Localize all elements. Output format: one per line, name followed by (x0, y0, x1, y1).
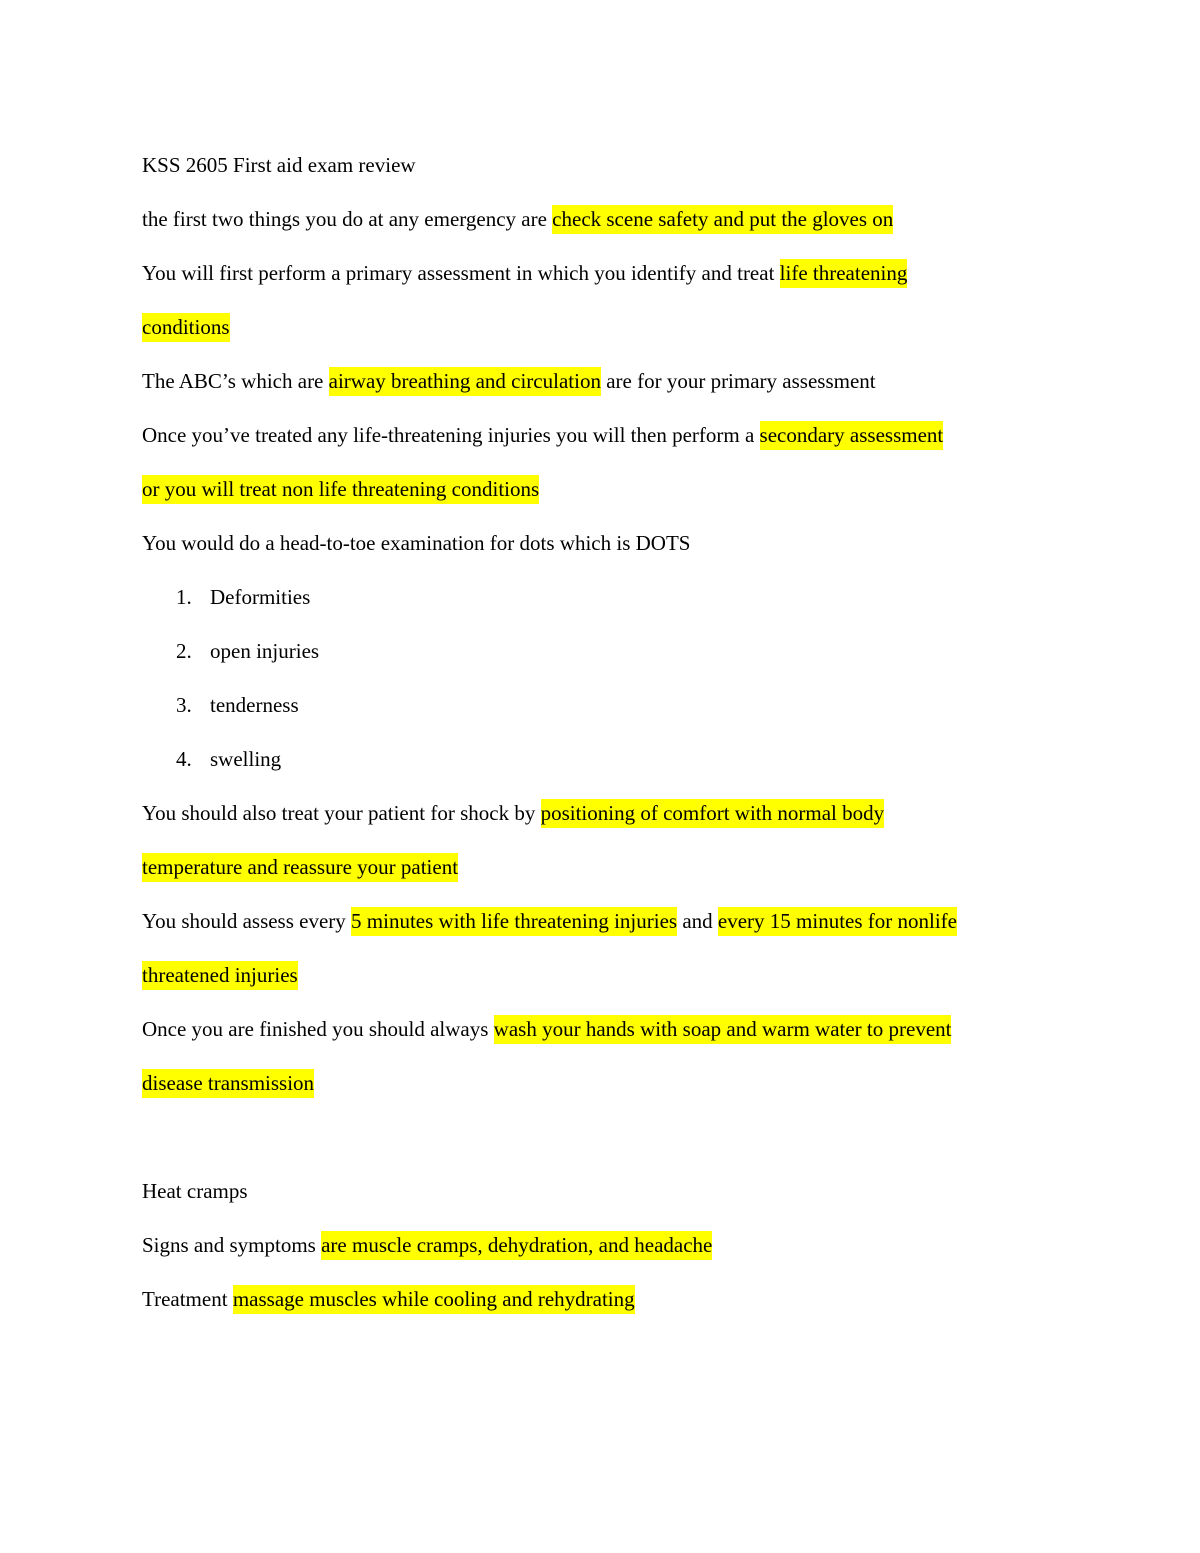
doc-title: KSS 2605 First aid exam review (142, 153, 416, 177)
list-item: 1. Deformities (176, 585, 311, 609)
highlight: check scene safety and put the gloves on (552, 205, 893, 234)
highlight: threatened injuries (142, 961, 298, 990)
highlight: disease transmission (142, 1069, 314, 1098)
document-page (142, 138, 1082, 1326)
highlight: wash your hands with soap and warm water to prevent (494, 1015, 952, 1044)
highlight: airway breathing and circulation (329, 367, 601, 396)
paragraph-heat-treatment: Treatment massage muscles while cooling and rehydrating (142, 1272, 1082, 1326)
highlight: conditions (142, 313, 230, 342)
paragraph-primary-assessment: You will first perform a primary assessment in which you identify and treat life threatening (142, 246, 1082, 300)
paragraph-abc: The ABC’s which are airway breathing and circulation are for your primary assessment (142, 354, 1082, 408)
highlight: are muscle cramps, dehydration, and headache (321, 1231, 712, 1260)
paragraph-wash-hands: Once you are finished you should always wash your hands with soap and warm water to prevent (142, 1002, 1082, 1056)
highlight: temperature and reassure your patient (142, 853, 458, 882)
list-item: 2. open injuries (176, 639, 320, 663)
highlight: life threatening (780, 259, 908, 288)
paragraph-assess-frequency: You should assess every 5 minutes with life threatening injuries and every 15 minutes for nonlife (142, 894, 1082, 948)
highlight: massage muscles while cooling and rehydrating (233, 1285, 635, 1314)
section-heading-heat-cramps: Heat cramps (142, 1179, 248, 1203)
paragraph-primary-assessment-cont (142, 300, 1082, 354)
paragraph-shock: You should also treat your patient for shock by positioning of comfort with normal body (142, 786, 1082, 840)
paragraph-scene-safety: the first two things you do at any emergency are check scene safety and put the gloves on (142, 192, 1082, 246)
paragraph-assess-frequency-cont (142, 948, 1082, 1002)
highlight: every 15 minutes for nonlife (718, 907, 957, 936)
highlight: or you will treat non life threatening conditions (142, 475, 539, 504)
paragraph-secondary-assessment-cont (142, 462, 1082, 516)
list-item: 3. tenderness (176, 693, 299, 717)
highlight: 5 minutes with life threatening injuries (351, 907, 677, 936)
paragraph-wash-hands-cont (142, 1056, 1082, 1110)
highlight: positioning of comfort with normal body (541, 799, 885, 828)
paragraph-heat-symptoms: Signs and symptoms are muscle cramps, dehydration, and headache (142, 1218, 1082, 1272)
blank-line (142, 1110, 1082, 1164)
list-item: 4. swelling (176, 747, 282, 771)
highlight: secondary assessment (760, 421, 944, 450)
paragraph-dots-intro: You would do a head-to-toe examination for dots which is DOTS (142, 531, 691, 555)
paragraph-shock-cont (142, 840, 1082, 894)
dots-list (142, 570, 1082, 786)
paragraph-secondary-assessment: Once you’ve treated any life-threatening injuries you will then perform a secondary assessment (142, 408, 1082, 462)
